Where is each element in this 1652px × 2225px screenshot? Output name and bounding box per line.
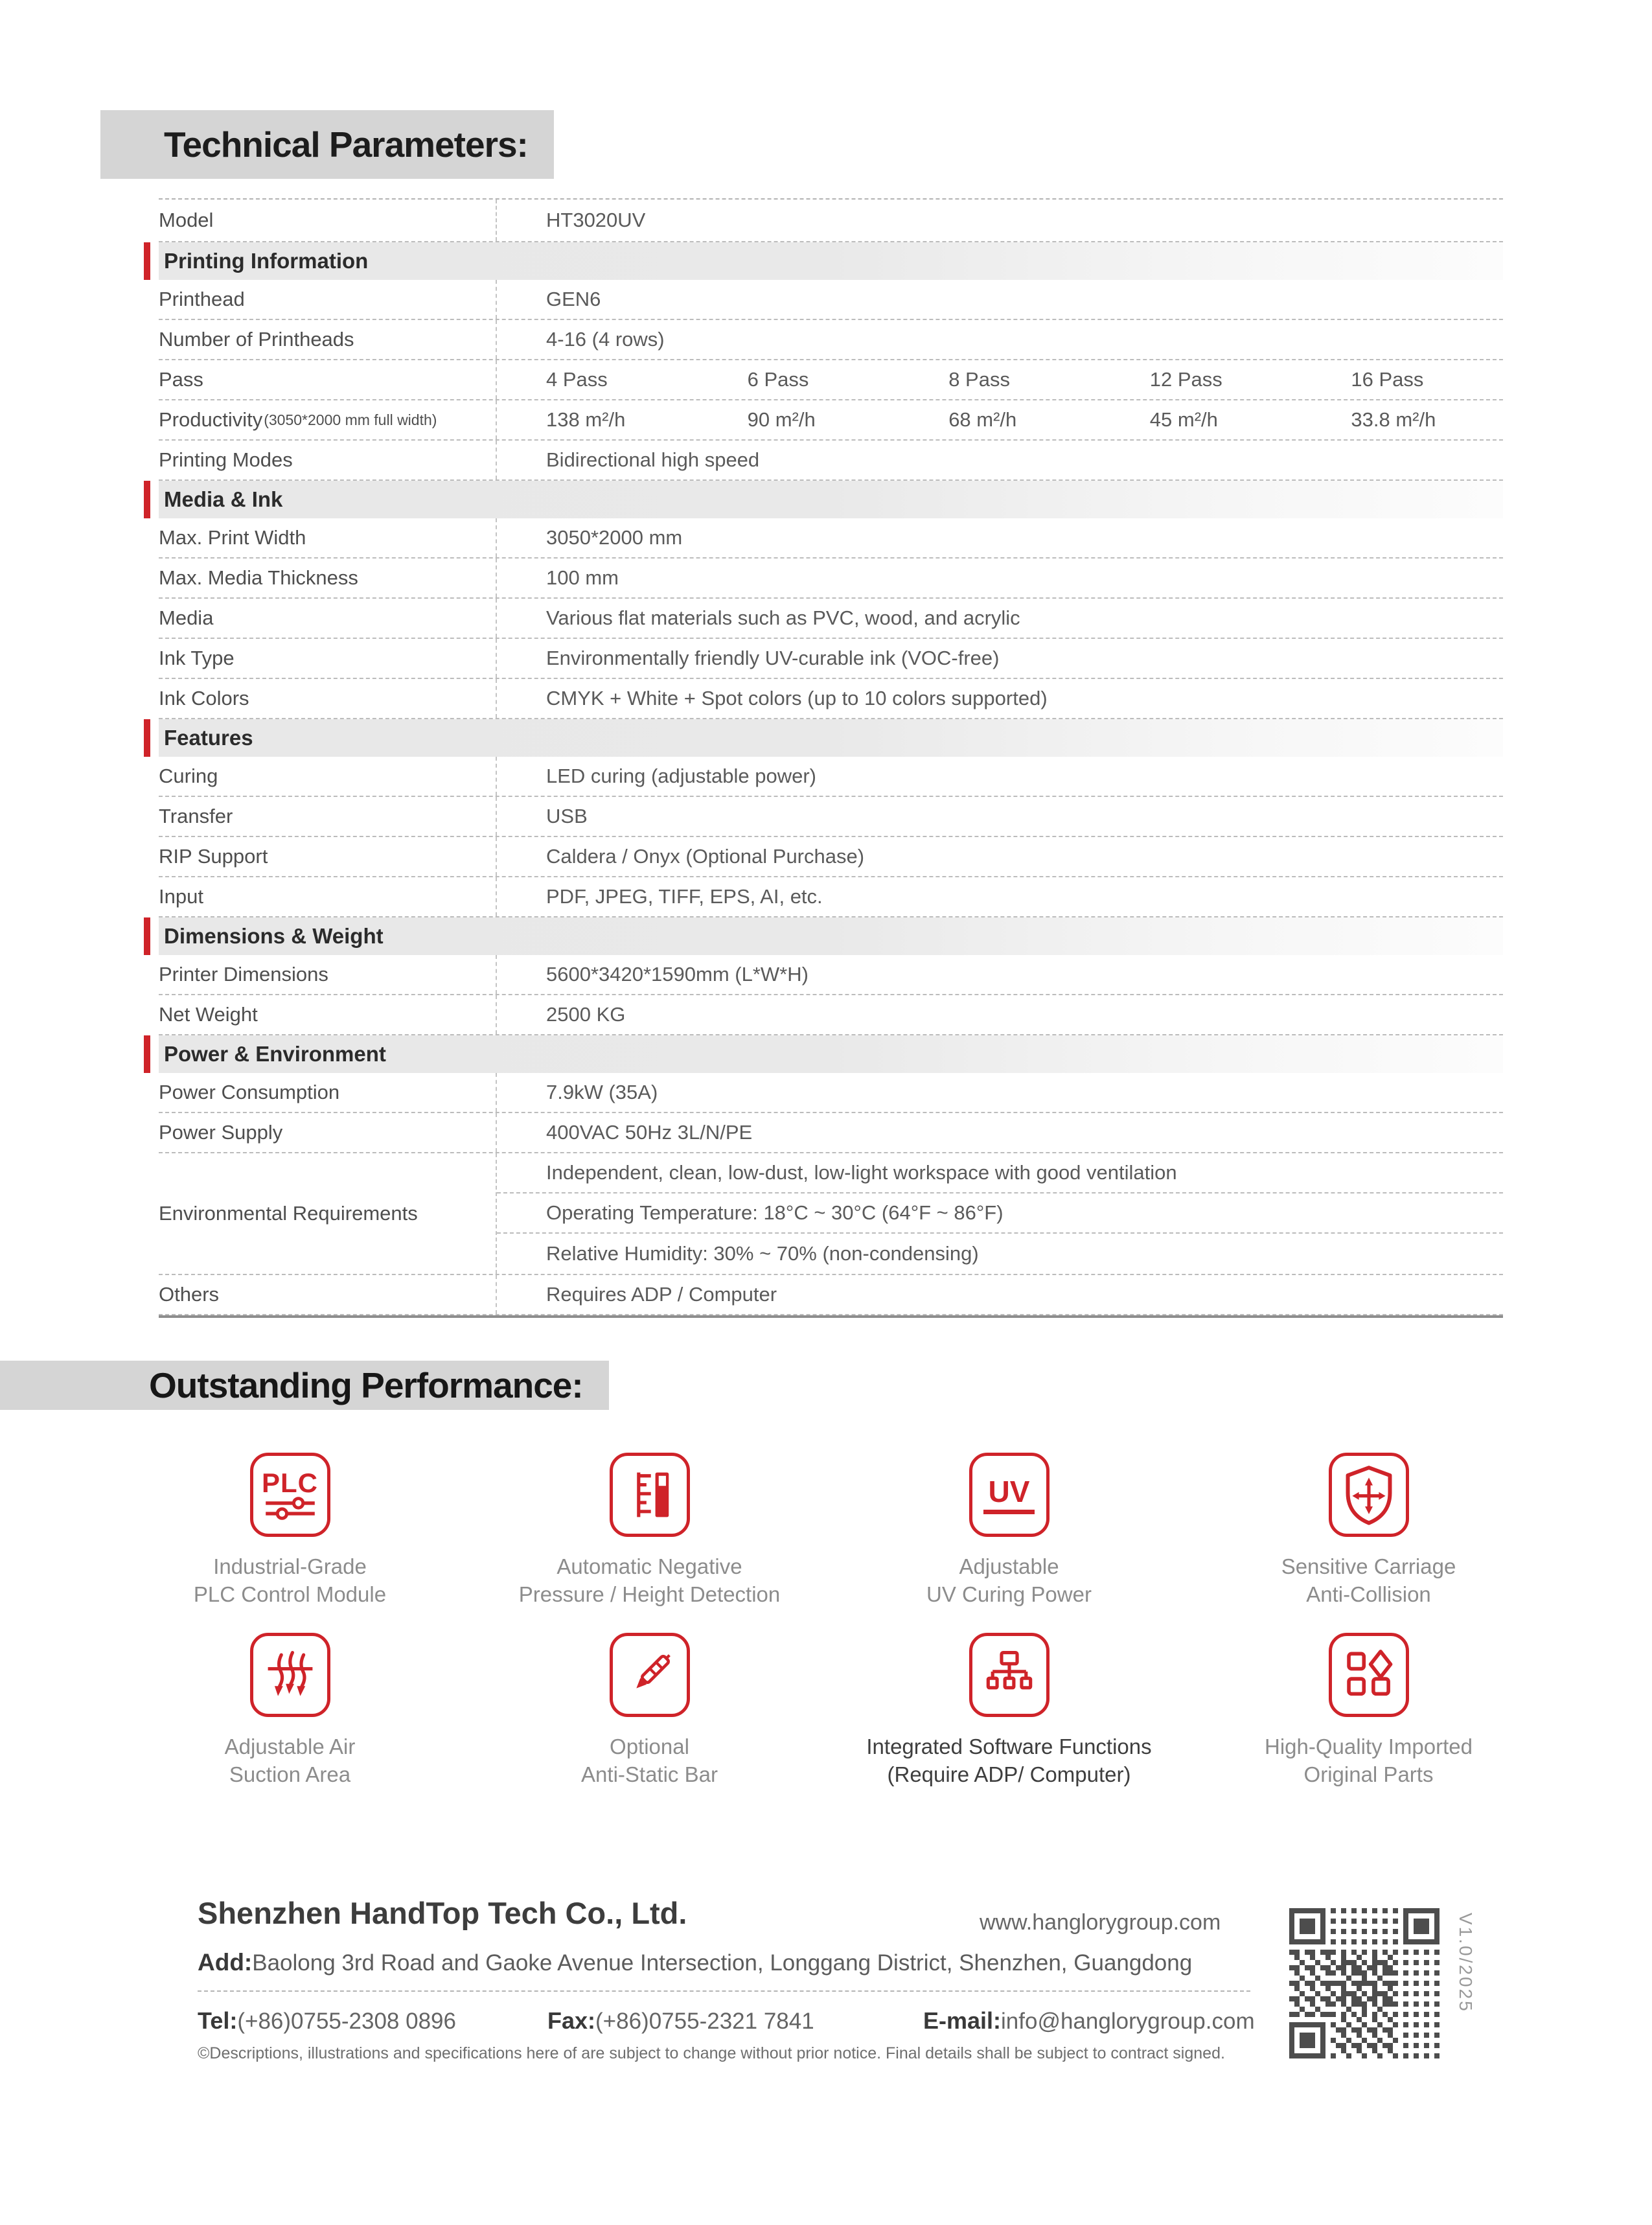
email: E-mail:info@hanglorygroup.com	[923, 2007, 1255, 2034]
table-row-pass	[159, 360, 1503, 400]
row-values	[496, 400, 1503, 439]
row-label: Max. Print Width	[159, 526, 306, 549]
row-label-text: Productivity	[159, 408, 263, 431]
table-row	[159, 1073, 1503, 1113]
row-value: Environmentally friendly UV-curable ink (VOC-free)	[496, 639, 1503, 678]
shield-anti-collision-icon	[1329, 1453, 1409, 1537]
row-label: Number of Printheads	[159, 328, 354, 351]
company-name: Shenzhen HandTop Tech Co., Ltd.	[198, 1896, 687, 1930]
table-row-environmental	[159, 1153, 1503, 1275]
row-value: 4-16 (4 rows)	[496, 320, 1503, 359]
table-row	[159, 599, 1503, 639]
feature-caption: Adjustable UV Curing Power	[926, 1554, 1092, 1606]
table-row	[159, 518, 1503, 559]
row-label: Media	[159, 606, 214, 629]
row-label: Power Supply	[159, 1121, 283, 1144]
feature-caption: Automatic Negative Pressure / Height Detection	[518, 1554, 781, 1606]
address-label: Add:	[198, 1949, 253, 1976]
feature-caption: High-Quality Imported Original Parts	[1265, 1735, 1473, 1786]
table-row	[159, 797, 1503, 837]
feature-air-suction	[110, 1633, 470, 1788]
table-row	[159, 679, 1503, 719]
section-header-printing-information	[159, 242, 1503, 280]
row-value: 7.9kW (35A)	[496, 1073, 1503, 1112]
plc-icon	[250, 1453, 330, 1537]
address-text: Baolong 3rd Road and Gaoke Avenue Intersection, Longgang District, Shenzhen, Guangdong	[252, 1950, 1193, 1976]
performance-grid-row2	[110, 1633, 1548, 1788]
section-header-features	[159, 719, 1503, 757]
outstanding-performance-header	[0, 1361, 609, 1410]
footer-divider	[198, 1990, 1250, 1992]
height-detection-icon	[610, 1453, 690, 1537]
section-header-dimensions-weight	[159, 917, 1503, 955]
row-label: Ink Type	[159, 647, 235, 669]
feature-uv-power	[829, 1453, 1189, 1608]
row-value: Requires ADP / Computer	[496, 1275, 1503, 1314]
company-address	[198, 1949, 1192, 1976]
table-row	[159, 1275, 1503, 1315]
table-row	[159, 280, 1503, 320]
table-row	[159, 320, 1503, 360]
plc-icon-text: PLC	[262, 1468, 318, 1498]
outstanding-performance-title: Outstanding Performance:	[149, 1365, 583, 1405]
table-row	[159, 441, 1503, 481]
row-label: Others	[159, 1283, 220, 1306]
original-parts-icon	[1329, 1633, 1409, 1717]
environment-requirement: Operating Temperature: 18°C ~ 30°C (64°F ~ 86°F)	[497, 1193, 1503, 1234]
row-value: Various flat materials such as PVC, wood, and acrylic	[496, 599, 1503, 638]
productivity-value: 68 m²/h	[948, 408, 1017, 431]
row-label: Curing	[159, 765, 218, 787]
feature-original-parts	[1189, 1633, 1548, 1788]
table-row	[159, 877, 1503, 917]
feature-anti-collision	[1189, 1453, 1548, 1608]
air-suction-icon	[250, 1633, 330, 1717]
row-label: Net Weight	[159, 1003, 258, 1026]
pass-value: 16 Pass	[1351, 368, 1424, 391]
row-value: 2500 KG	[496, 995, 1503, 1034]
section-header-power-environment	[159, 1035, 1503, 1073]
row-value: LED curing (adjustable power)	[496, 757, 1503, 796]
table-row	[159, 757, 1503, 797]
row-value: 100 mm	[496, 559, 1503, 597]
table-row-productivity	[159, 400, 1503, 441]
row-value: Caldera / Onyx (Optional Purchase)	[496, 837, 1503, 876]
productivity-value: 90 m²/h	[747, 408, 816, 431]
uv-icon-text: UV	[983, 1476, 1035, 1514]
version-label: V1.0/2025	[1456, 1913, 1476, 2013]
feature-plc-module	[110, 1453, 470, 1608]
row-label: Printing Modes	[159, 448, 293, 471]
row-value: PDF, JPEG, TIFF, EPS, AI, etc.	[496, 877, 1503, 916]
email-label: E-mail:	[923, 2007, 1002, 2034]
plc-sliders-icon	[261, 1497, 319, 1520]
telephone: Tel:(+86)0755-2308 0896	[198, 2007, 456, 2034]
feature-height-detection	[470, 1453, 829, 1608]
row-value: GEN6	[496, 280, 1503, 319]
row-label	[159, 400, 496, 439]
feature-anti-static	[470, 1633, 829, 1788]
row-label: Pass	[159, 368, 203, 391]
qr-code	[1289, 1908, 1440, 2058]
table-row	[159, 995, 1503, 1035]
row-label: Input	[159, 885, 203, 908]
table-row-model	[159, 200, 1503, 242]
table-row	[159, 955, 1503, 995]
table-row	[159, 639, 1503, 679]
fax-label: Fax:	[547, 2007, 596, 2034]
row-value: 3050*2000 mm	[496, 518, 1503, 557]
section-title: Dimensions & Weight	[164, 924, 384, 948]
environment-requirement: Relative Humidity: 30% ~ 70% (non-condensing)	[546, 1242, 979, 1265]
pass-value: 8 Pass	[948, 368, 1010, 391]
copyright-note: ©Descriptions, illustrations and specifications here of are subject to change without prior notice. Final details shall be subject to contract signed.	[198, 2044, 1225, 2062]
row-value: HT3020UV	[496, 200, 1503, 241]
feature-caption: Adjustable Air Suction Area	[224, 1735, 356, 1786]
feature-caption: Sensitive Carriage Anti-Collision	[1281, 1554, 1456, 1606]
environment-requirement: Independent, clean, low-dust, low-light workspace with good ventilation	[497, 1153, 1503, 1193]
row-values	[496, 1153, 1503, 1274]
feature-caption: Integrated Software Functions (Require ADP/ Computer)	[866, 1735, 1152, 1786]
row-value: USB	[496, 797, 1503, 836]
row-label: Max. Media Thickness	[159, 566, 358, 589]
section-title: Printing Information	[164, 249, 369, 273]
table-row	[159, 559, 1503, 599]
table-row	[159, 1113, 1503, 1153]
row-label: Model	[159, 209, 214, 231]
contact-line	[198, 2007, 1299, 2037]
row-label: Power Consumption	[159, 1081, 340, 1103]
section-title: Power & Environment	[164, 1042, 386, 1066]
productivity-value: 45 m²/h	[1149, 408, 1218, 431]
productivity-value: 138 m²/h	[546, 408, 626, 431]
spec-table	[159, 198, 1503, 1318]
row-value: 400VAC 50Hz 3L/N/PE	[496, 1113, 1503, 1152]
row-value: CMYK + White + Spot colors (up to 10 colors supported)	[496, 679, 1503, 718]
pass-value: 4 Pass	[546, 368, 608, 391]
tel-label: Tel:	[198, 2007, 238, 2034]
row-label: Printhead	[159, 288, 245, 310]
row-label: Transfer	[159, 805, 233, 827]
feature-software-functions	[829, 1633, 1189, 1788]
row-value: Bidirectional high speed	[496, 441, 1503, 479]
technical-parameters-title: Technical Parameters:	[164, 124, 528, 165]
technical-parameters-header	[100, 110, 554, 179]
row-label: Ink Colors	[159, 687, 249, 709]
row-values	[496, 360, 1503, 399]
section-header-media-ink	[159, 481, 1503, 518]
row-label: Environmental Requirements	[159, 1202, 418, 1225]
anti-static-bar-icon	[610, 1633, 690, 1717]
row-value: 5600*3420*1590mm (L*W*H)	[496, 955, 1503, 994]
website-url: www.hanglorygroup.com	[980, 1910, 1221, 1935]
section-title: Features	[164, 726, 253, 750]
performance-grid-row1	[110, 1453, 1548, 1608]
pass-value: 6 Pass	[747, 368, 809, 391]
feature-caption: Optional Anti-Static Bar	[581, 1735, 718, 1786]
row-label: Printer Dimensions	[159, 963, 328, 986]
fax: Fax:(+86)0755-2321 7841	[547, 2007, 814, 2034]
productivity-value: 33.8 m²/h	[1351, 408, 1436, 431]
pass-value: 12 Pass	[1149, 368, 1222, 391]
section-title: Media & Ink	[164, 487, 283, 511]
row-label-note: (3050*2000 mm full width)	[264, 411, 437, 428]
uv-icon	[969, 1453, 1050, 1537]
row-label: RIP Support	[159, 845, 268, 868]
feature-caption: Industrial-Grade PLC Control Module	[193, 1554, 387, 1606]
table-row	[159, 837, 1503, 877]
software-functions-icon	[969, 1633, 1050, 1717]
